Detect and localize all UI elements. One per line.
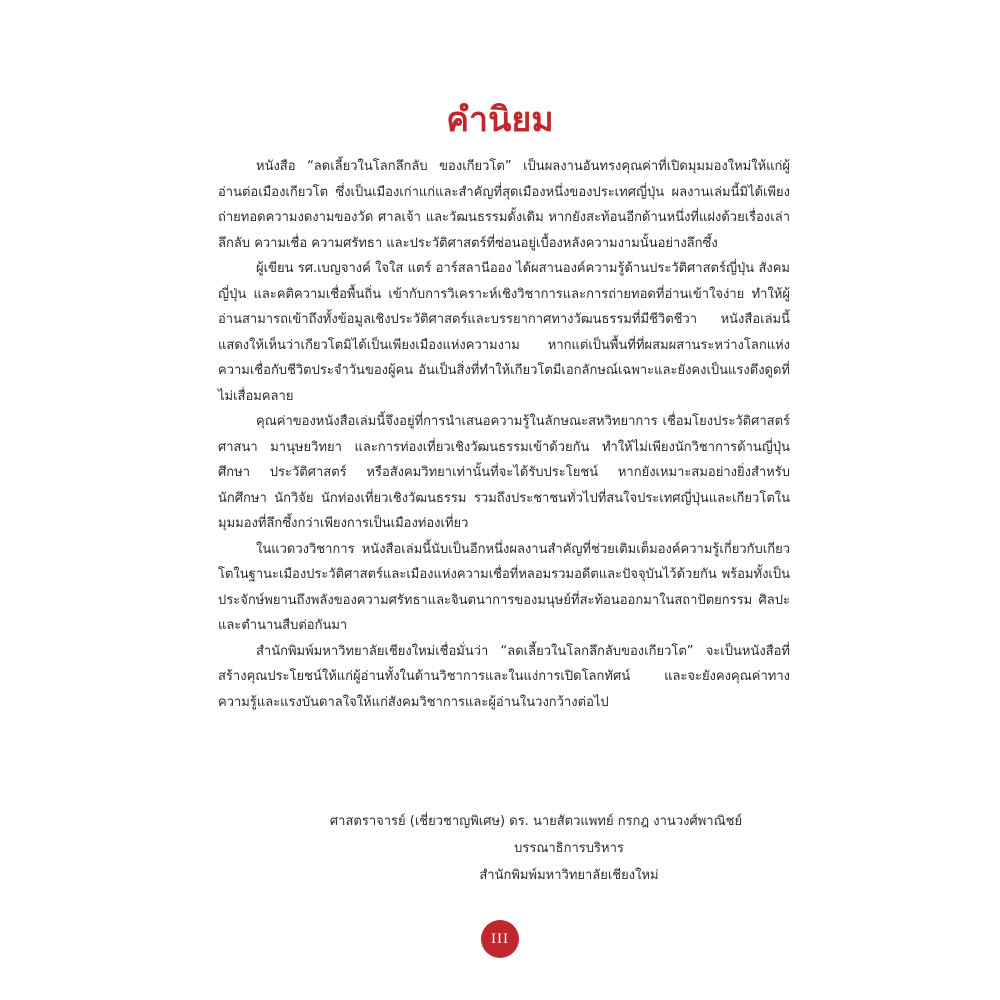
signature-block — [260, 808, 780, 889]
paragraph-5: สำนักพิมพ์มหาวิทยาลัยเชียงใหม่เชื่อมั่นว่า “ลดเลี้ยวในโลกลึกลับของเกียวโต” จะเป็นหนังสือที่สร้างคุณประโยชน์ให้แก่ผู้อ่านทั้งในด้านวิชาการและในแง่การเปิดโลกทัศน์ และจะยังคงคุณค่าทางความรู้และแรงบันดาลใจให้แก่สังคมวิชาการและผู้อ่านในวงกว้างต่อไป — [218, 643, 790, 710]
page-title: คำนิยม — [446, 100, 554, 140]
signature-name: ศาสตราจารย์ (เชี่ยวชาญพิเศษ) ดร. นายสัตวแพทย์ กรกฎ งานวงศ์พาณิชย์ — [329, 814, 743, 829]
paragraph-1: หนังสือ “ลดเลี้ยวในโลกลึกลับ ของเกียวโต” เป็นผลงานอันทรงคุณค่าที่เปิดมุมมองใหม่ให้แก่ผู้อ่านต่อเมืองเกียวโต ซึ่งเป็นเมืองเก่าแก่และสำคัญที่สุดเมืองหนึ่งของประเทศญี่ปุ่น ผลงานเล่มนี้มิได้เพียงถ่ายทอดความงดงามของวัด ศาลเจ้า และวัฒนธรรมดั้งเดิม หากยังสะท้อนอีกด้านหนึ่งที่แฝงด้วยเรื่องเล่าลึกลับ ความเชื่อ ความศรัทธา และประวัติศาสตร์ที่ซ่อนอยู่เบื้องหลังความงามนั้นอย่างลึกซึ้ง — [218, 159, 790, 251]
paragraph-2: ผู้เขียน รศ.เบญจางค์ ใจใส แตร์ อาร์สลานีออง ได้ผสานองค์ความรู้ด้านประวัติศาสตร์ญี่ปุ่น สังคมญี่ปุ่น และคติความเชื่อพื้นถิ่น เข้ากับการวิเคราะห์เชิงวิชาการและการถ่ายทอดที่อ่านเข้าใจง่าย ทำให้ผู้อ่านสามารถเข้าถึงทั้งข้อมูลเชิงประวัติศาสตร์และบรรยากาศทางวัฒนธรรมที่มีชีวิตชีวา หนังสือเล่มนี้แสดงให้เห็นว่าเกียวโตมิได้เป็นเพียงเมืองแห่งความงาม หากแต่เป็นพื้นที่ที่ผสมผสานระหว่างโลกแห่งความเชื่อกับชีวิตประจำวันของผู้คน อันเป็นสิ่งที่ทำให้เกียวโตมีเอกลักษณ์เฉพาะและยังคงเป็นแรงดึงดูดที่ไม่เสื่อมคลาย — [218, 261, 790, 404]
signature-organization: สำนักพิมพ์มหาวิทยาลัยเชียงใหม่ — [479, 868, 659, 883]
page-number-badge — [481, 920, 519, 958]
paragraph-4: ในแวดวงวิชาการ หนังสือเล่มนี้นับเป็นอีกหนึ่งผลงานสำคัญที่ช่วยเติมเต็มองค์ความรู้เกี่ยวกับเกียวโตในฐานะเมืองประวัติศาสตร์และเมืองแห่งความเชื่อที่หลอมรวมอดีตและปัจจุบันไว้ด้วยกัน พร้อมทั้งเป็นประจักษ์พยานถึงพลังของความศรัทธาและจินตนาการของมนุษย์ที่สะท้อนออกมาในสถาปัตยกรรม ศิลปะ และตำนานสืบต่อกันมา — [218, 541, 790, 633]
page-number: III — [491, 930, 509, 947]
paragraph-3: คุณค่าของหนังสือเล่มนี้จึงอยู่ที่การนำเสนอความรู้ในลักษณะสหวิทยาการ เชื่อมโยงประวัติศาสตร์ ศาสนา มานุษยวิทยา และการท่องเที่ยวเชิงวัฒนธรรมเข้าด้วยกัน ทำให้ไม่เพียงนักวิชาการด้านญี่ปุ่นศึกษา ประวัติศาสตร์ หรือสังคมวิทยาเท่านั้นที่จะได้รับประโยชน์ หากยังเหมาะสมอย่างยิ่งสำหรับนักศึกษา นักวิจัย นักท่องเที่ยวเชิงวัฒนธรรม รวมถึงประชาชนทั่วไปที่สนใจประเทศญี่ปุ่นและเกียวโตในมุมมองที่ลึกซึ้งกว่าเพียงการเป็นเมืองท่องเที่ยว — [218, 414, 790, 531]
foreword-body — [218, 154, 790, 715]
signature-position: บรรณาธิการบริหาร — [514, 841, 624, 856]
